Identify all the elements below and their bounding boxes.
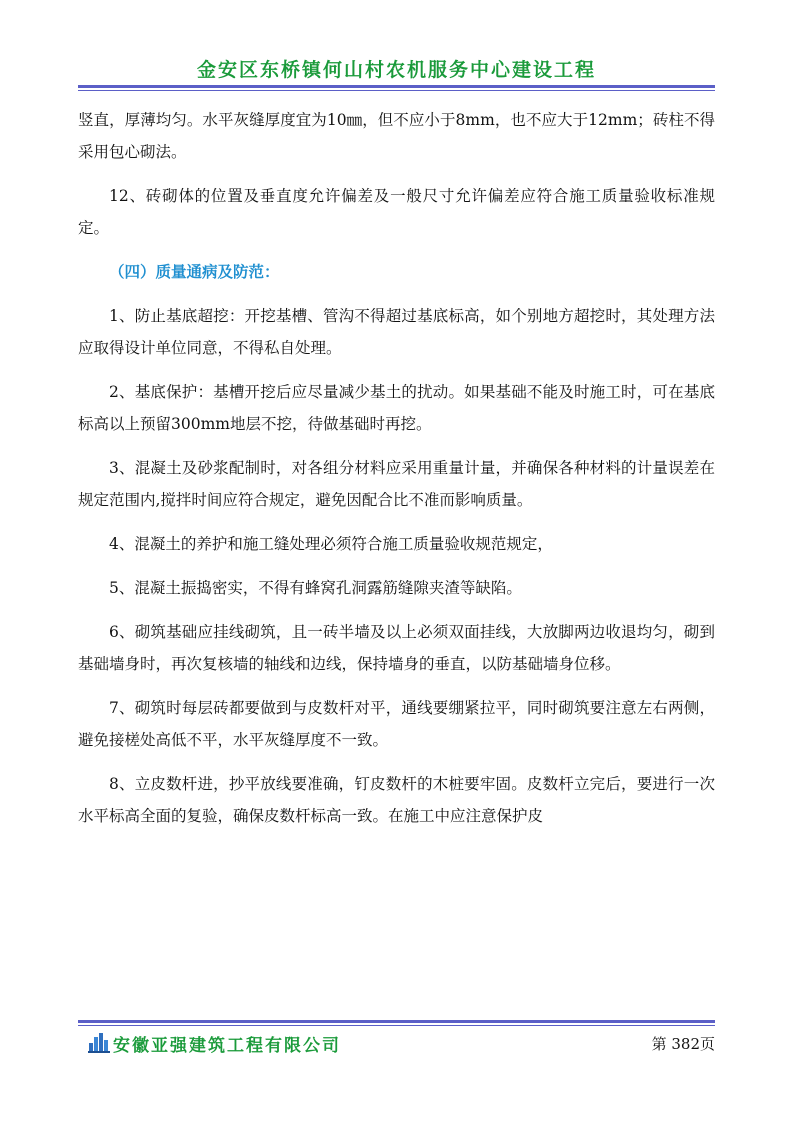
paragraph-item-12: 12、砖砌体的位置及垂直度允许偏差及一般尺寸允许偏差应符合施工质量验收标准规定。: [78, 187, 715, 237]
section-heading-quality: （四）质量通病及防范：: [109, 262, 280, 281]
footer-company-name: 安徽亚强建筑工程有限公司: [113, 1036, 341, 1056]
footer-rule: [78, 1020, 715, 1023]
header-title: 金安区东桥镇何山村农机服务中心建设工程: [196, 59, 596, 81]
company-building-icon: [88, 1031, 110, 1053]
paragraph-item-8: 8、立皮数杆进，抄平放线要准确，钉皮数杆的木桩要牢固。皮数杆立完后，要进行一次水平标高全面的复验，确保皮数杆标高一致。在施工中应注意保护皮: [78, 775, 715, 825]
page-number: 第 382页: [651, 1035, 715, 1053]
document-body: [78, 104, 715, 844]
footer-rule-thin: [78, 1025, 715, 1026]
paragraph-item-3: 3、混凝土及砂浆配制时，对各组分材料应采用重量计量，并确保各种材料的计量误差在规定范围内,搅拌时间应符合规定，避免因配合比不准而影响质量。: [78, 459, 715, 509]
paragraph-item-6: 6、砌筑基础应挂线砌筑，且一砖半墙及以上必须双面挂线，大放脚两边收退均匀，砌到基础墙身时，再次复核墙的轴线和边线，保持墙身的垂直，以防基础墙身位移。: [78, 623, 715, 673]
header-rule: [78, 85, 715, 88]
paragraph-item-1: 1、防止基底超挖：开挖基槽、管沟不得超过基底标高，如个别地方超挖时，其处理方法应取得设计单位同意，不得私自处理。: [78, 307, 715, 357]
paragraph-item-4: 4、混凝土的养护和施工缝处理必须符合施工质量验收规范规定，: [109, 535, 553, 553]
paragraph-item-5: 5、混凝土振捣密实，不得有蜂窝孔洞露筋缝隙夹渣等缺陷。: [109, 579, 522, 597]
paragraph-item-7: 7、砌筑时每层砖都要做到与皮数杆对平，通线要绷紧拉平，同时砌筑要注意左右两侧，避免接槎处高低不平，水平灰缝厚度不一致。: [78, 699, 715, 749]
paragraph-continuation: 竖直，厚薄均匀。水平灰缝厚度宜为10㎜，但不应小于8mm，也不应大于12mm；砖柱不得采用包心砌法。: [78, 111, 715, 161]
header-rule-thin: [78, 90, 715, 91]
paragraph-item-2: 2、基底保护：基槽开挖后应尽量减少基土的扰动。如果基础不能及时施工时，可在基底标高以上预留300mm地层不挖，待做基础时再挖。: [78, 383, 715, 433]
